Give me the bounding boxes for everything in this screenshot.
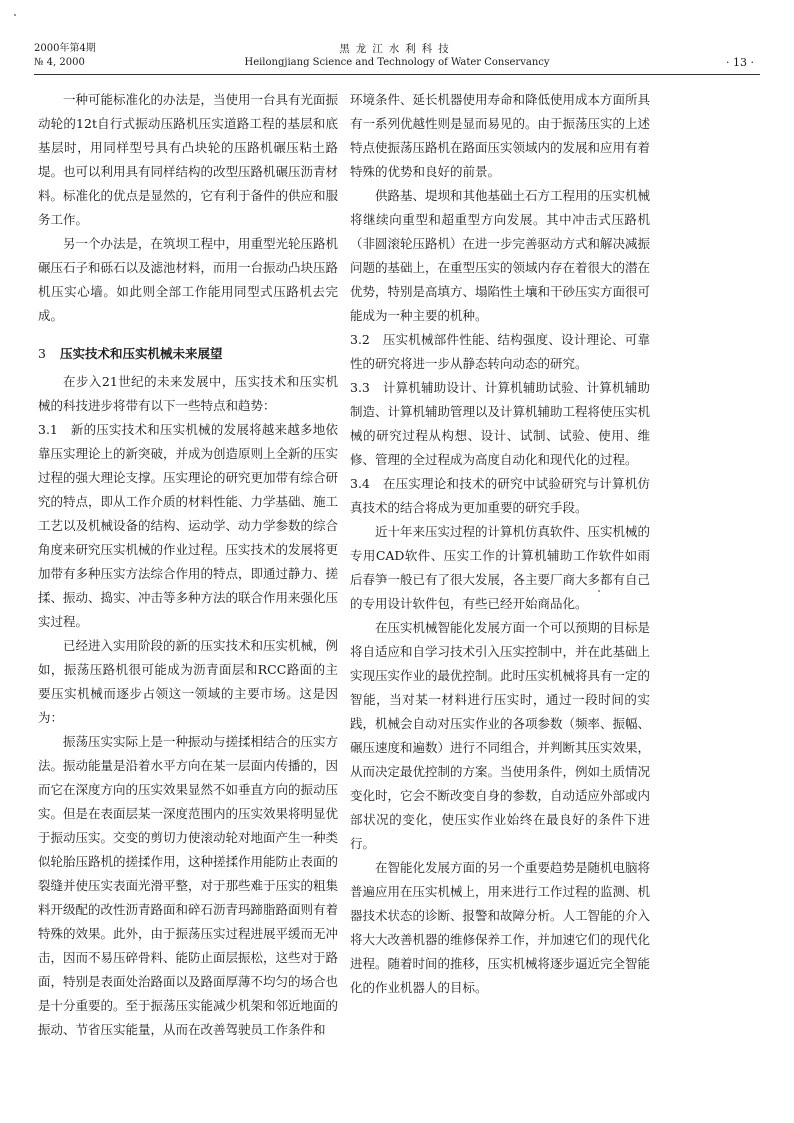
journal-title: [34, 42, 760, 70]
scan-speck: [14, 14, 16, 16]
body-paragraph: 近十年来压实过程的计算机仿真软件、压实机械的专用CAD软件、压实工作的计算机辅助工作软件如雨后春笋一般已有了很大发展，各主要厂商大多都有自己的专用设计软件包，有些已经开始商品化。: [350, 524, 651, 611]
journal-title-cn: 黑龙江水利科技: [339, 43, 455, 55]
body-paragraph: 供路基、堤坝和其他基础土石方工程用的压实机械将继续向重型和超重型方向发展。其中冲击式压路机（非圆滚轮压路机）在进一步完善驱动方式和解决减振问题的基础上，在重型压实的领域内存在着很大的潜在优势，特别是高填方、塌陷性土壤和干砂压实方面很可能成为一种主要的机种。: [350, 188, 651, 323]
body-paragraph: 一种可能标准化的办法是，当使用一台具有光面振动轮的12t自行式振动压路机压实道路工程的基层和底基层时，用同样型号具有凸块轮的压路机碾压粘土路堤。也可以利用具有同样结构的改型压路机碾压沥青材料。标准化的优点是显然的，它有利于备件的供应和服务工作。: [38, 92, 339, 227]
issue-number: № 4, 2000: [34, 57, 85, 68]
journal-title-en: Heilongjiang Science and Technology of Water Conservancy: [244, 57, 550, 68]
page-number: · 13 ·: [726, 56, 754, 69]
body-paragraph: 环境条件、延长机器使用寿命和降低使用成本方面所具有一系列优越性则是显而易见的。由于振荡压实的上述特点使振荡压路机在路面压实领域内的发展和应用有着特殊的优势和良好的前景。: [350, 92, 651, 179]
body-paragraph: 在压实机械智能化发展方面一个可以预期的目标是将自适应和自学习技术引入压实控制中，并在此基础上实现压实作业的最优控制。此时压实机械将具有一定的智能，当对某一材料进行压实时，通过一段时间的实践，机械会自动对压实作业的各项参数（频率、振幅、碾压速度和遍数）进行不同组合，并判断其压实效果，从而决定最优控制的方案。当使用条件，例如土质情况变化时，它会不断改变自身的参数，自动适应外部或内部状况的变化，使压实作业始终在最良好的条件下进行。: [350, 620, 651, 851]
body-paragraph: 另一个办法是，在筑坝工程中，用重型光轮压路机碾压石子和砾石以及滤池材料，而用一台振动凸块压路机压实心墙。如此则全部工作能用同型式压路机去完成。: [38, 236, 339, 323]
left-column: [38, 88, 338, 1042]
body-paragraph: 已经进入实用阶段的新的压实技术和压实机械，例如，振荡压路机很可能成为沥青面层和RCC路面的主要压实机械而逐步占领这一领域的主要市场。这是因为：: [38, 638, 339, 725]
body-paragraph: 3.3 计算机辅助设计、计算机辅助试验、计算机辅助制造、计算机辅助管理以及计算机辅助工程将使压实机械的研究过程从构想、设计、试制、试验、使用、维修、管理的全过程成为高度自动化和现代化的过程。: [350, 380, 651, 467]
issue-year: 2000年第4期: [34, 43, 96, 54]
body-paragraph: 3.1 新的压实技术和压实机械的发展将越来越多地依靠压实理论上的新突破，并成为创造原则上全新的压实过程的强大理论支撑。压实理论的研究更加带有综合研究的特点，即从工作介质的材料性能、力学基础、施工工艺以及机械设备的结构、运动学、动力学参数的综合角度来研究压实机械的作业过程。压实技术的发展将更加带有多种压实方法综合作用的特点，即通过静力、搓揉、振动、捣实、冲击等多种方法的联合作用来强化压实过程。: [38, 422, 339, 629]
body-paragraph: 在智能化发展方面的另一个重要趋势是随机电脑将普遍应用在压实机械上，用来进行工作过程的监测、机器技术状态的诊断、报警和故障分析。人工智能的介入将大大改善机器的维修保养工作，并加速它们的现代化进程。随着时间的推移，压实机械将逐步逼近完全智能化的作业机器人的目标。: [350, 860, 651, 995]
body-paragraph: 3.2 压实机械部件性能、结构强度、设计理论、可靠性的研究将进一步从静态转向动态的研究。: [350, 332, 650, 371]
section-number: 3: [38, 346, 46, 361]
section-heading: [38, 342, 338, 366]
running-header: [34, 40, 760, 75]
right-column: [350, 88, 650, 1000]
scan-speck: [598, 590, 600, 592]
body-paragraph: 在步入21世纪的未来发展中，压实技术和压实机械的科技进步将带有以下一些特点和趋势：: [38, 374, 338, 413]
body-paragraph: 振荡压实实际上是一种振动与搓揉相结合的压实方法。振动能量是沿着水平方向在某一层面内传播的，因而它在深度方向的压实效果显然不如垂直方向的振动压实。但是在表面层某一深度范围内的压实效果将明显优于振动压实。交变的剪切力使滚动轮对地面产生一种类似轮胎压路机的搓揉作用，这种搓揉作用能防止表面的裂缝并使压实表面光滑平整，对于那些难于压实的粗集料开级配的改性沥青路面和碎石沥青玛蹄脂路面则有着特殊的效果。此外，由于振荡压实过程进展平缓而无冲击，因而不易压碎骨料、能防止面层振松，这些对于路面，特别是表面处治路面以及路面厚薄不均匀的场合也是十分重要的。至于振荡压实能减少机架和邻近地面的振动、节省压实能量，从而在改善驾驶员工作条件和: [38, 734, 339, 1037]
body-paragraph: 3.4 在压实理论和技术的研究中试验研究与计算机仿真技术的结合将成为更加重要的研究手段。: [350, 476, 650, 515]
section-title: 压实技术和压实机械未来展望: [59, 346, 223, 361]
